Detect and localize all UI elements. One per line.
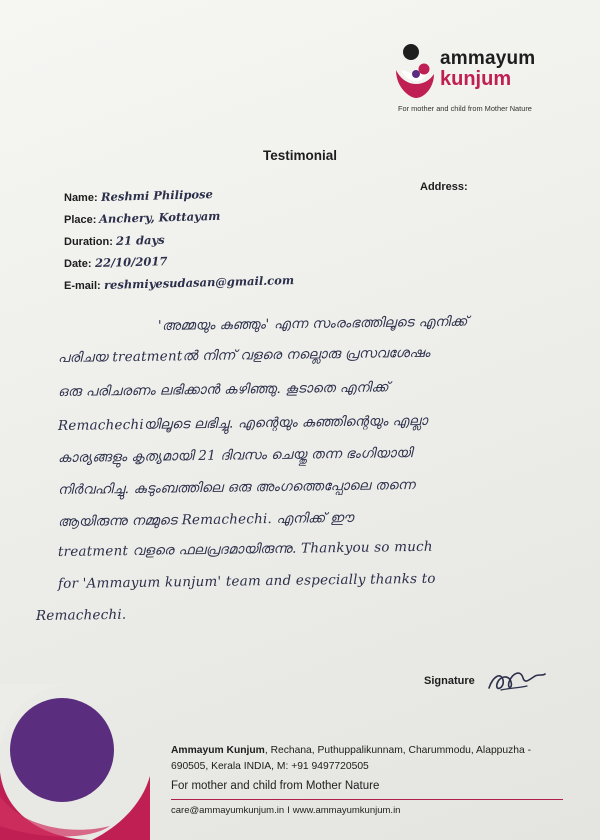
place-row (64, 208, 221, 226)
email-value: reshmiyesudasan@gmail.com (103, 273, 294, 292)
footer-tagline: For mother and child from Mother Nature (171, 780, 380, 792)
name-row (64, 187, 213, 204)
footer-separator: I (287, 805, 290, 816)
address-label: Address: (420, 181, 468, 193)
body-line: Remachechi. (35, 606, 127, 624)
duration-value: 21 days (115, 232, 165, 248)
date-value: 22/10/2017 (94, 254, 168, 270)
body-line: പരിചയ treatmentൽ നിന്ന് വളരെ നല്ലൊരു പ്രസവശേഷം (57, 344, 431, 366)
name-value: Reshmi Philipose (100, 187, 213, 204)
footer-website: www.ammayumkunjum.in (292, 805, 401, 816)
body-line: 'അമ്മയും കുഞ്ഞും' എന്ന സംരംഭത്തിലൂടെ എനിക്ക് (157, 313, 468, 334)
footer-address (171, 743, 571, 775)
footer (171, 743, 571, 816)
date-row (64, 256, 167, 270)
email-row (64, 273, 294, 292)
signature-scribble-icon (483, 666, 547, 696)
signature-label: Signature (424, 675, 475, 687)
mother-child-logo-icon (394, 40, 434, 98)
footer-email: care@ammayumkunjum.in (171, 805, 285, 816)
body-line: Remachechiയിലൂടെ ലഭിച്ചു. എന്റെയും കുഞ്ഞിന്റെയും എല്ലാ (57, 412, 428, 434)
footer-address-text: , Rechana, Puthuppalikunnam, Charummodu, Alappuzha - 690505, Kerala INDIA, M: +91 9497720505 (171, 745, 532, 772)
signature-area (424, 666, 547, 696)
duration-row (64, 234, 165, 248)
place-label: Place: (64, 214, 97, 226)
footer-divider (171, 799, 563, 800)
duration-label: Duration: (64, 236, 113, 248)
email-label: E-mail: (64, 280, 101, 292)
name-label: Name: (64, 192, 98, 204)
brand-name-line2: kunjum (440, 68, 512, 90)
body-line: കാര്യങ്ങളും കൃത്യമായി 21 ദിവസം ചെയ്തു തന്ന ഭംഗിയായി (57, 445, 413, 466)
place-value: Anchery, Kottayam (99, 208, 221, 226)
brand-logo (394, 38, 584, 120)
footer-brand-graphic-icon (0, 676, 150, 840)
body-line: ആയിരുന്നു നമ്മുടെ Remachechi. എനിക്ക് ഈ (57, 509, 354, 530)
body-line: ഒരു പരിചരണം ലഭിക്കാൻ കഴിഞ്ഞു. കൂടാതെ എനിക്ക് (57, 379, 389, 400)
body-line: for 'Ammayum kunjum' team and especially thanks to (57, 570, 436, 592)
body-line: നിർവഹിച്ചു. കുടുംബത്തിലെ ഒരു അംഗത്തെപ്പോലെ തന്നെ (57, 477, 416, 498)
brand-tagline: For mother and child from Mother Nature (398, 104, 532, 113)
brand-name-line1: ammayum (440, 48, 536, 69)
page-title: Testimonial (262, 148, 337, 163)
footer-company: Ammayum Kunjum (171, 745, 265, 756)
footer-contact (171, 805, 400, 816)
body-line: treatment വളരെ ഫലപ്രദമായിരുന്നു. Thankyou so much (57, 538, 433, 560)
date-label: Date: (64, 258, 92, 270)
